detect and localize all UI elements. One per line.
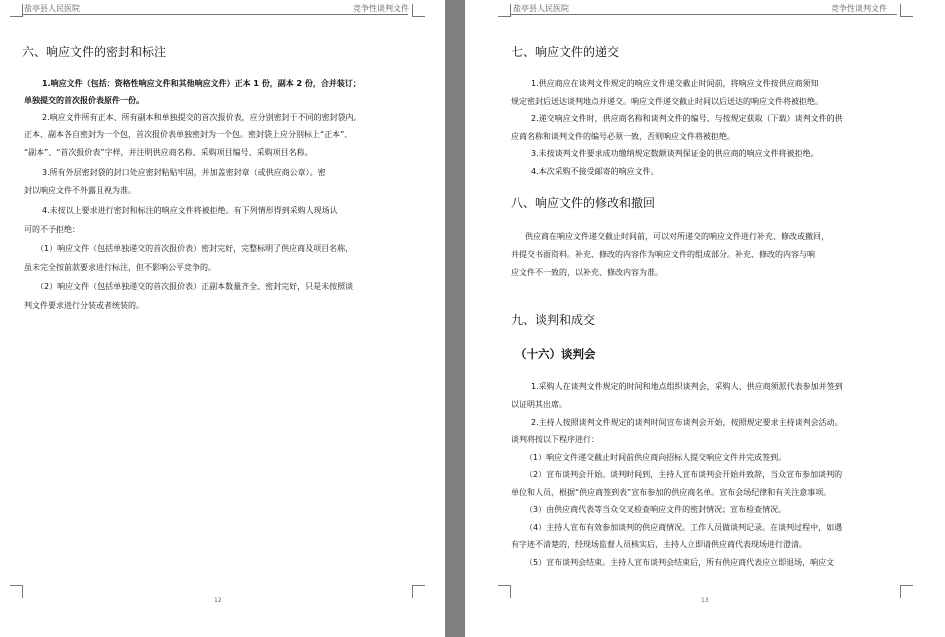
header-right-text: 竞争性谈判文件 [353, 4, 409, 13]
document-page-left [0, 0, 445, 637]
header-rule [511, 14, 897, 15]
paragraph-line: （2）宣布谈判会开始。谈判时间到，主持人宣布谈判会开始并致辞，当众宣布参加谈判的 [525, 470, 843, 479]
paragraph-line: （1）响应文件递交截止时间前供应商向招标人提交响应文件并完成签到。 [525, 453, 787, 462]
paragraph-line: 3.所有外层密封袋的封口处应密封粘贴牢固，并加盖密封章（或供应商公章）。密 [42, 168, 326, 177]
paragraph-line: 有字迹不清楚的，经现场监督人员核实后，主持人立即请供应商代表现场进行澄清。 [511, 540, 807, 549]
section-6-title: 六、响应文件的密封和标注 [22, 45, 167, 59]
paragraph-line: 1.采购人在谈判文件规定的时间和地点组织谈判会，采购人、供应商须派代表参加并签到 [531, 382, 843, 391]
paragraph-line: 单独提交的首次报价表原件一份。 [24, 96, 144, 105]
paragraph-line: 可的不予拒绝： [24, 225, 80, 234]
paragraph-line: 应文件不一致的，以补充、修改内容为准。 [511, 268, 663, 277]
paragraph-line: 以证明其出席。 [511, 400, 567, 409]
crop-mark [498, 585, 511, 598]
paragraph-line: 1.响应文件（包括：资格性响应文件和其他响应文件）正本 1 份，副本 2 份，合并装订； [42, 79, 361, 88]
crop-mark [412, 585, 425, 598]
paragraph-line: （4）主持人宣布有效参加谈判的供应商情况。工作人员做谈判记录。在谈判过程中，如遇 [525, 523, 843, 532]
paragraph-line: 供应商在响应文件递交截止时间前，可以对所递交的响应文件进行补充、修改或撤回， [525, 232, 829, 241]
page-number: 12 [214, 597, 222, 604]
paragraph-line: 谈判将按以下程序进行： [511, 435, 599, 444]
header-right-text: 竞争性谈判文件 [831, 4, 887, 13]
section-9-title: 九、谈判和成交 [511, 313, 596, 327]
paragraph-line: （2）响应文件（包括单独递交的首次报价表）正副本数量齐全、密封完好，只是未按照谈 [36, 282, 354, 291]
paragraph-line: 4.本次采购不接受邮寄的响应文件。 [531, 167, 659, 176]
subsection-title: （十六）谈判会 [515, 347, 596, 361]
paragraph-line: （1）响应文件（包括单独递交的首次报价表）密封完好，完整标明了供应商及项目名称， [36, 244, 354, 253]
section-8-title: 八、响应文件的修改和撤回 [511, 196, 656, 210]
paragraph-line: 封以响应文件不外露且视为准。 [24, 186, 136, 195]
paragraph-line: 2.主持人按照谈判文件规定的谈判时间宣布谈判会开始，按照规定要求主持谈判会活动。 [531, 418, 843, 427]
paragraph-line: 应商名称和谈判文件的编号必须一致，否则响应文件将被拒绝。 [511, 132, 735, 141]
crop-mark [900, 585, 913, 598]
paragraph-line: 判文件要求进行分装或者统装的。 [24, 301, 144, 310]
paragraph-line: 虽未完全按前款要求进行标注，但不影响公平竞争的。 [24, 263, 216, 272]
header-left-text: 盐亭县人民医院 [24, 4, 80, 13]
paragraph-line: 并提交书面资料。补充、修改的内容作为响应文件的组成部分。补充、修改的内容与响 [511, 250, 815, 259]
section-7-title: 七、响应文件的递交 [511, 45, 620, 59]
document-page-right [465, 0, 945, 637]
paragraph-line: 规定密封后送达谈判地点并递交。响应文件递交截止时间以后送达的响应文件将被拒绝。 [511, 97, 823, 106]
paragraph-line: （3）由供应商代表等当众交叉检查响应文件的密封情况；宣布检查情况。 [525, 505, 787, 514]
paragraph-line: 2.响应文件所有正本、所有副本和单独提交的首次报价表，应分别密封于不同的密封袋内, [42, 113, 357, 122]
header-left-text: 盐亭县人民医院 [513, 4, 569, 13]
paragraph-line: 单位和人员，根据“供应商签到表”宣布参加的供应商名单。宣布会场纪律和有关注意事项。 [511, 488, 832, 497]
crop-mark [412, 4, 425, 17]
paragraph-line: “副本”、“首次报价表”字样，并注明供应商名称、采购项目编号、采购项目名称。 [24, 148, 313, 157]
paragraph-line: 正本、副本各自密封为一个包，首次报价表单独密封为一个包。密封袋上应分别标上“正本”、 [24, 130, 353, 139]
crop-mark [900, 4, 913, 17]
crop-mark [10, 585, 23, 598]
crop-mark [10, 4, 23, 17]
page-number: 13 [701, 597, 709, 604]
paragraph-line: （5）宣布谈判会结束。主持人宣布谈判会结束后，所有供应商代表应立即退场，响应文 [525, 558, 835, 567]
paragraph-line: 2.递交响应文件时，供应商名称和谈判文件的编号、与按规定获取（下载）谈判文件的供 [531, 114, 843, 123]
header-rule [22, 14, 408, 15]
paragraph-line: 1.供应商应在谈判文件规定的响应文件递交截止时间前，将响应文件按供应商须知 [531, 79, 819, 88]
paragraph-line: 3.未按谈判文件要求成功缴纳规定数额谈判保证金的供应商的响应文件将被拒绝。 [531, 149, 819, 158]
paragraph-line: 4.未按以上要求进行密封和标注的响应文件将被拒绝。有下列情形得到采购人现场认 [42, 206, 338, 215]
crop-mark [498, 4, 511, 17]
